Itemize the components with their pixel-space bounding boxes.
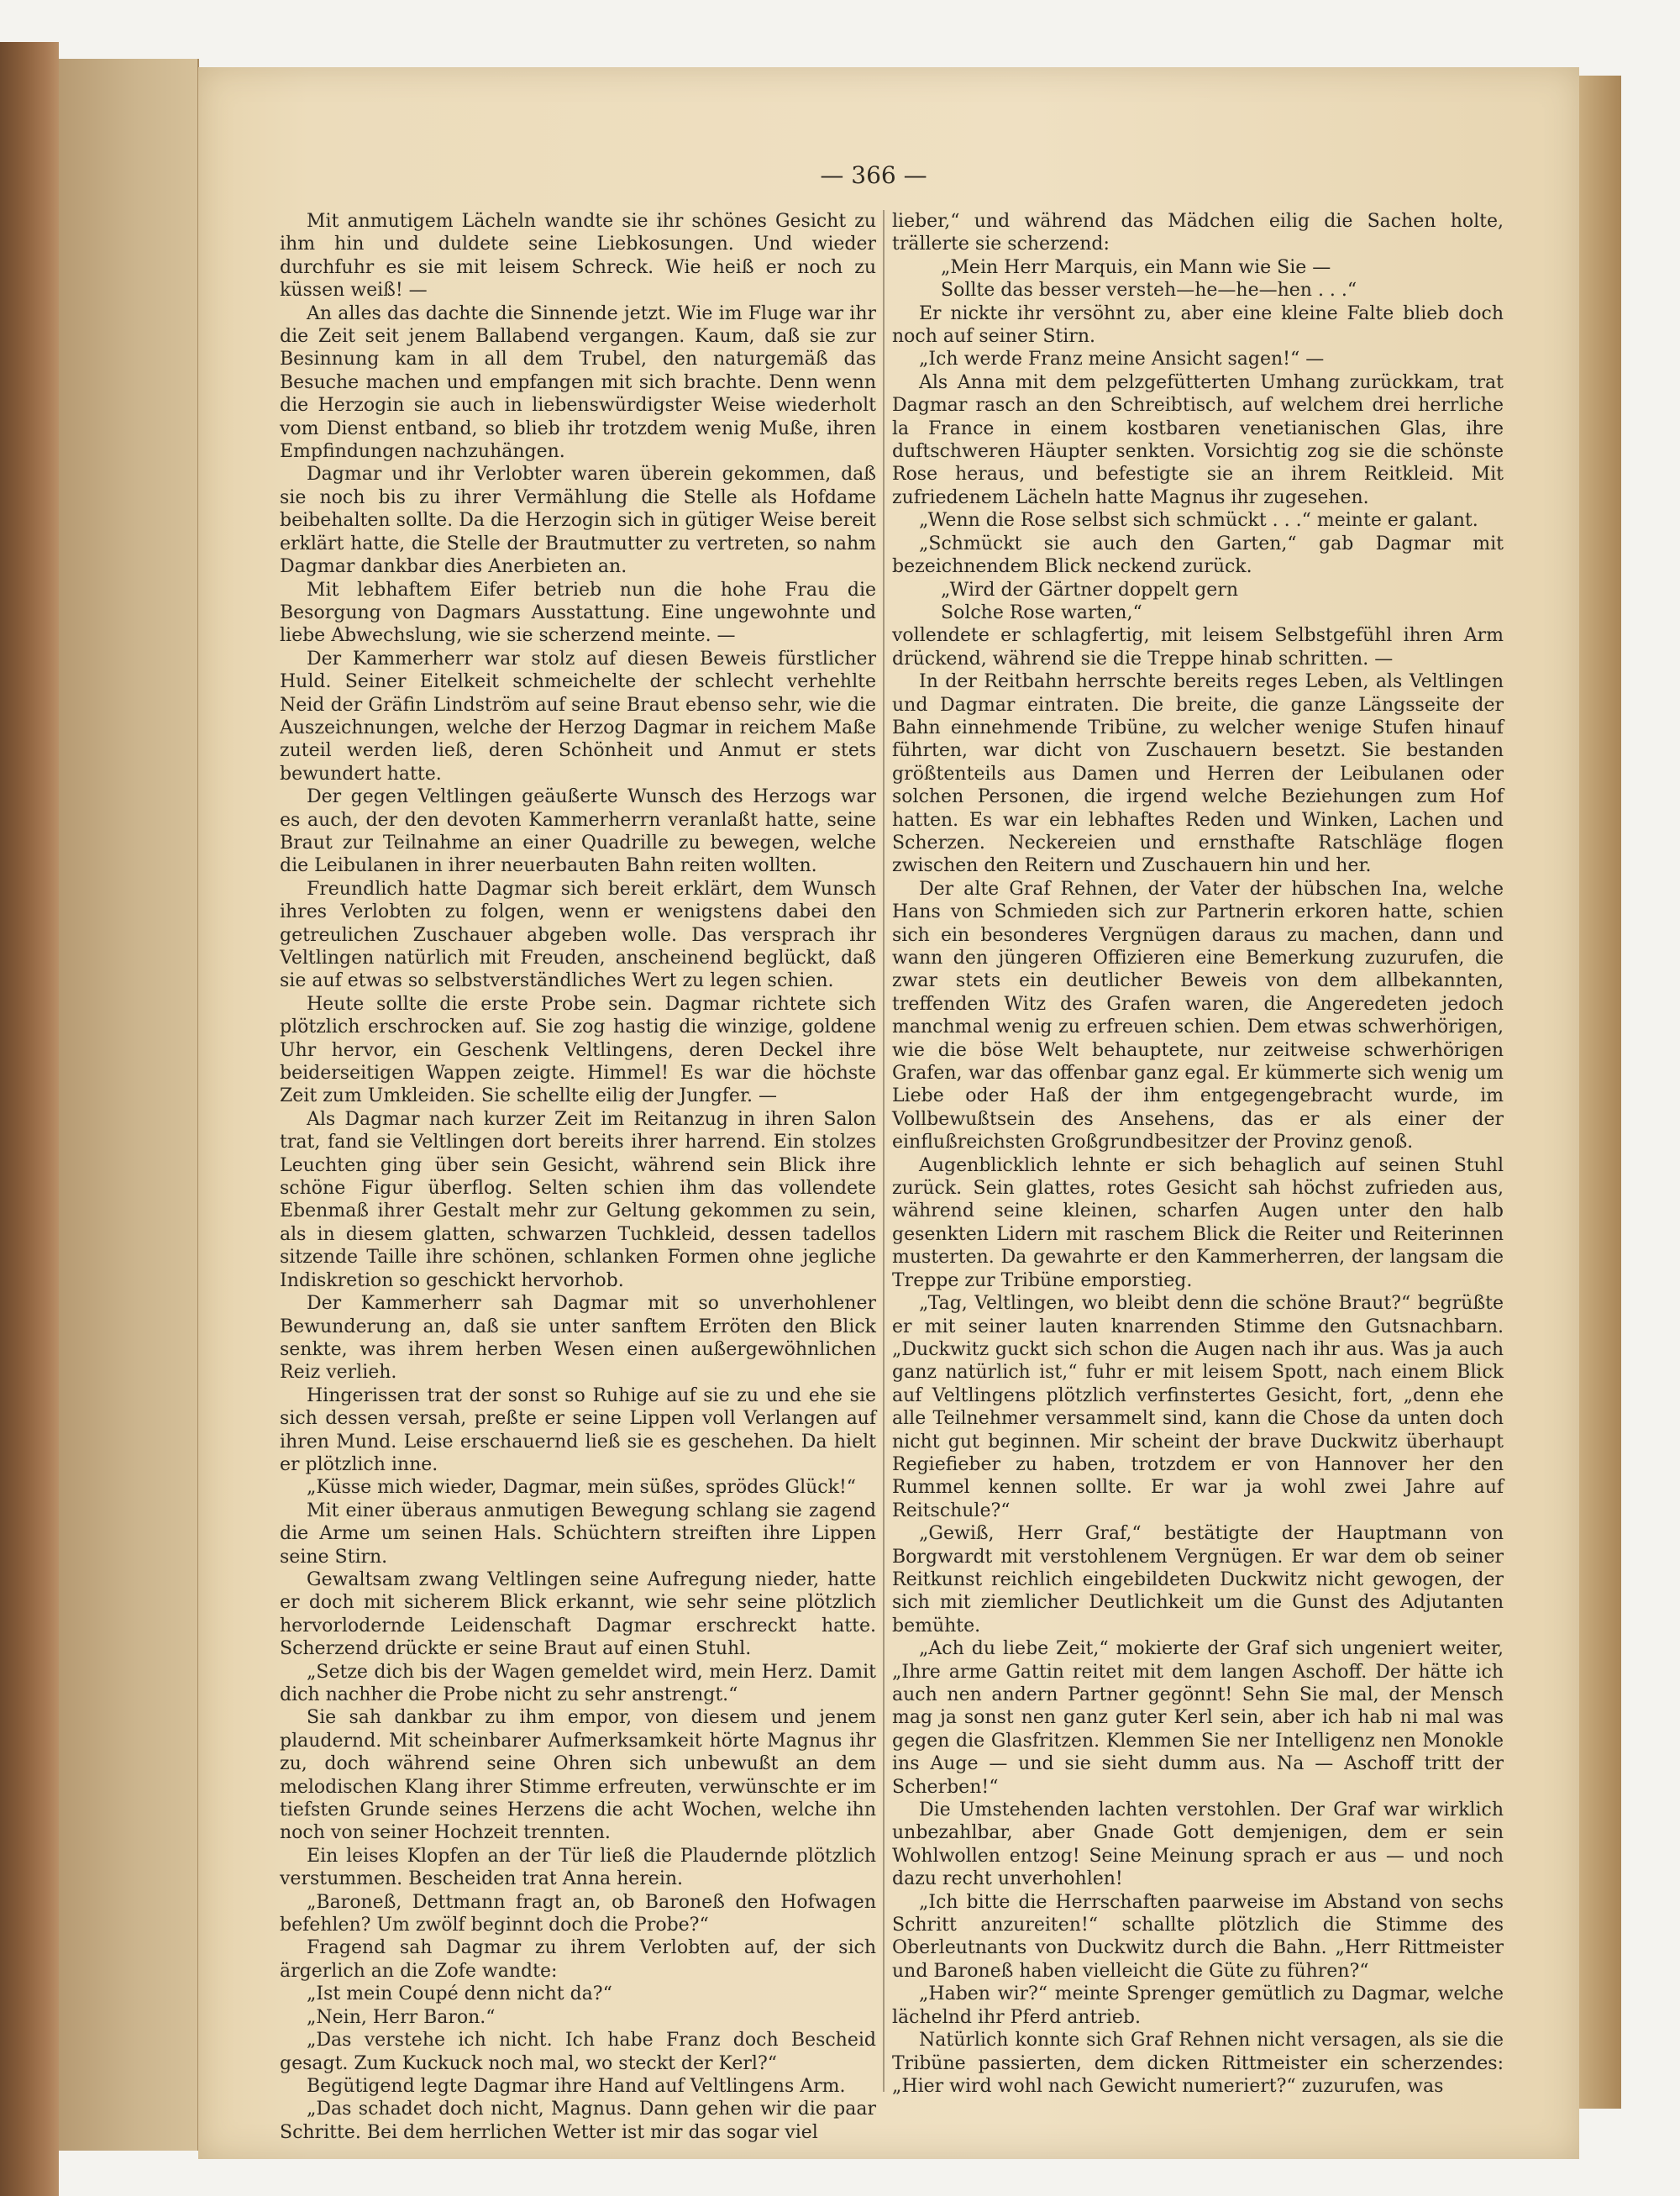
paragraph: „Ist mein Coupé denn nicht da?“	[307, 1983, 612, 2005]
paragraph: „Haben wir?“ meinte Sprenger gemütlich zu Dagmar, welche lächelnd ihr Pferd antrieb.	[892, 1983, 1504, 2028]
book-binding	[0, 42, 59, 2196]
verse-line: „Mein Herr Marquis, ein Mann wie Sie —	[941, 256, 1331, 278]
paragraph: Der Kammerherr war stolz auf diesen Beweis fürstlicher Huld. Seiner Eitelkeit schmeichelte der schlecht verhehlte Neid der Gräfin Lindström auf seine Braut ebenso sehr, wie die Auszeichnungen, welche der Herzog Dagmar in reichem Maße zuteil werden ließ, deren Schönheit und Anmut er stets bewundert hatte.	[280, 648, 876, 785]
paragraph: Der Kammerherr sah Dagmar mit so unverhohlener Bewunderung an, daß sie unter sanftem Erröten den Blick senkte, was ihrem herben Wesen einen außergewöhnlichen Reiz verlieh.	[280, 1293, 876, 1384]
paragraph: Als Anna mit dem pelzgefütterten Umhang zurückkam, trat Dagmar rasch an den Schreibtisch, auf welchem drei herrliche la France in einem kostbaren venetianischen Glas, ihre duftschweren Häupter senkten. Vorsichtig zog sie die schönste Rose heraus, und befestigte sie an ihrem Reitkleid. Mit zufriedenem Lächeln hatte Magnus ihr zugesehen.	[892, 371, 1504, 508]
paragraph: Als Dagmar nach kurzer Zeit im Reitanzug in ihren Salon trat, fand sie Veltlingen dort bereits ihrer harrend. Ein stolzes Leuchten ging über sein Gesicht, während sein Blick ihre schöne Figur überflog. Selten schien ihm das vollendete Ebenmaß ihrer Gestalt mehr zur Geltung gekommen zu sein, als in diesem glatten, schwarzen Tuchkleid, dessen tadellos sitzende Taille ihre schönen, schlanken Formen ohne jegliche Indiskretion so geschickt hervorhob.	[280, 1108, 876, 1291]
paragraph: „Das verstehe ich nicht. Ich habe Franz doch Bescheid gesagt. Zum Kuckuck noch mal, wo steckt der Kerl?“	[280, 2030, 876, 2074]
paragraph: Fragend sah Dagmar zu ihrem Verlobten auf, der sich ärgerlich an die Zofe wandte:	[280, 1937, 876, 1982]
paragraph: Freundlich hatte Dagmar sich bereit erklärt, dem Wunsch ihres Verlobten zu folgen, wenn er wenigstens dabei den getreulichen Zuschauer abgeben wolle. Das versprach ihr Veltlingen natürlich mit Freuden, anscheinend beglückt, daß sie auf etwas so selbstverständliches Wert zu legen schien.	[280, 878, 876, 992]
paragraph: Die Umstehenden lachten verstohlen. Der Graf war wirklich unbezahlbar, aber Gnade Gott demjenigen, dem er sein Wohlwollen entzog! Seine Meinung sprach er aus — und noch dazu recht unverhohlen!	[892, 1799, 1504, 1890]
verse-line: „Wird der Gärtner doppelt gern	[941, 579, 1238, 601]
verse-line: Solche Rose warten,“	[941, 602, 1142, 623]
page-number: — 366 —	[820, 161, 927, 189]
paragraph: Mit lebhaftem Eifer betrieb nun die hohe Frau die Besorgung von Dagmars Ausstattung. Eine ungewohnte und liebe Abwechslung, wie sie scherzend meinte. —	[280, 579, 876, 647]
paragraph: An alles das dachte die Sinnende jetzt. Wie im Fluge war ihr die Zeit seit jenem Ballabend vergangen. Kaum, daß sie zur Besinnung kam in all dem Trubel, den naturgemäß das Besuche machen und empfangen mit sich brachte. Denn wenn die Herzogin sie auch in liebenswürdigster Weise wiederholt vom Dienst entband, so blieb ihr trotzdem wenig Muße, ihren Empfindungen nachzuhängen.	[280, 302, 876, 463]
text-column-right	[892, 210, 1504, 2097]
text-column-left	[280, 210, 876, 2143]
paragraph: „Baroneß, Dettmann fragt an, ob Baroneß den Hofwagen befehlen? Um zwölf beginnt doch die Probe?“	[280, 1891, 876, 1936]
paragraph: In der Reitbahn herrschte bereits reges Leben, als Veltlingen und Dagmar eintraten. Die breite, die ganze Längsseite der Bahn einnehmende Tribüne, zu welcher wenige Stufen hinauf führten, war dicht von Zuschauern besetzt. Sie bestanden größtenteils aus Damen und Herren der Leibulanen oder solchen Personen, die irgend welche Beziehungen zum Hof hatten. Es war ein lebhaftes Reden und Winken, Lachen und Scherzen. Neckereien und ernsthafte Ratschläge flogen zwischen den Reitern und Zuschauern hin und her.	[892, 671, 1504, 877]
paragraph: „Das schadet doch nicht, Magnus. Dann gehen wir die paar Schritte. Bei dem herrlichen Wetter ist mir das sogar viel	[280, 2099, 876, 2143]
page-stack-edge	[1579, 76, 1621, 2109]
column-divider	[883, 210, 885, 2092]
paragraph: Natürlich konnte sich Graf Rehnen nicht versagen, als sie die Tribüne passierten, dem dicken Rittmeister ein scherzendes: „Hier wird wohl nach Gewicht numeriert?“ zuzurufen, was	[892, 2030, 1504, 2097]
paragraph: „Ich werde Franz meine Ansicht sagen!“ —	[919, 349, 1325, 370]
paragraph: Der alte Graf Rehnen, der Vater der hübschen Ina, welche Hans von Schmieden sich zur Partnerin erkoren hatte, schien sich ein besonderes Vergnügen daraus zu machen, dann und wann den jüngeren Offizieren eine Bemerkung zuzurufen, die zwar stets ein deutlicher Beweis von dem allbekannten, treffenden Witz des Grafen waren, die Angeredeten jedoch manchmal wenig zu erfreuen schien. Dem etwas schwerhörigen, wie die böse Welt behauptete, nur zeitweise schwerhörigen Grafen, war das offenbar ganz egal. Er kümmerte sich wenig um Liebe oder Haß der ihm entgegengebracht wurde, im Vollbewußtsein des Ansehens, das er als einer der einflußreichsten Großgrundbesitzer der Provinz genoß.	[892, 878, 1504, 1153]
paragraph: „Gewiß, Herr Graf,“ bestätigte der Hauptmann von Borgwardt mit verstohlenem Vergnügen. Er war dem ob seiner Reitkunst reichlich eingebildeten Duckwitz nicht gewogen, der sich mit ziemlicher Deutlichkeit um die Gunst des Adjutanten bemühte.	[892, 1523, 1504, 1636]
paragraph: Hingerissen trat der sonst so Ruhige auf sie zu und ehe sie sich dessen versah, preßte er seine Lippen voll Verlangen auf ihren Mund. Leise erschauernd ließ sie es geschehen. Da hielt er plötzlich inne.	[280, 1384, 876, 1475]
paragraph: Gewaltsam zwang Veltlingen seine Aufregung nieder, hatte er doch mit sicherem Blick erkannt, wie sehr seine plötzlich hervorlodernde Leidenschaft Dagmar erschreckt hatte. Scherzend drückte er seine Braut auf einen Stuhl.	[280, 1568, 876, 1660]
paragraph: Mit anmutigem Lächeln wandte sie ihr schönes Gesicht zu ihm hin und duldete seine Liebkosungen. Und wieder durchfuhr es sie mit leisem Schreck. Wie heiß er noch zu küssen weiß! —	[280, 211, 876, 302]
paragraph: „Nein, Herr Baron.“	[307, 2006, 496, 2028]
paragraph: Augenblicklich lehnte er sich behaglich auf seinen Stuhl zurück. Sein glattes, rotes Gesicht sah höchst zufrieden aus, während seine kleinen, scharfen Augen unter den halb gesenkten Lidern mit raschem Blick die Reiter und Reiterinnen musterten. Da gewahrte er den Kammerherren, der langsam die Treppe zur Tribüne emporstieg.	[892, 1154, 1504, 1291]
paragraph: Dagmar und ihr Verlobter waren überein gekommen, daß sie noch bis zu ihrer Vermählung die Stelle als Hofdame beibehalten sollte. Da die Herzogin sich in gütiger Weise bereit erklärt hatte, die Stelle der Brautmutter zu vertreten, so nahm Dagmar dankbar dies Anerbieten an.	[280, 464, 876, 578]
paragraph: Begütigend legte Dagmar ihre Hand auf Veltlingens Arm.	[307, 2075, 846, 2097]
paragraph: Ein leises Klopfen an der Tür ließ die Plaudernde plötzlich verstummen. Bescheiden trat Anna herein.	[280, 1845, 876, 1890]
paragraph: vollendete er schlagfertig, mit leisem Selbstgefühl ihren Arm drückend, während sie die Treppe hinab schritten. —	[892, 625, 1504, 670]
paragraph: „Ich bitte die Herrschaften paarweise im Abstand von sechs Schritt anzureiten!“ schallte plötzlich die Stimme des Oberleutnants von Duckwitz durch die Bahn. „Herr Rittmeister und Baroneß haben vielleicht die Güte zu führen?“	[892, 1891, 1504, 1982]
paragraph: „Küsse mich wieder, Dagmar, mein süßes, sprödes Glück!“	[307, 1477, 857, 1499]
paragraph: „Schmückt sie auch den Garten,“ gab Dagmar mit bezeichnendem Blick neckend zurück.	[892, 533, 1504, 578]
previous-page-edge	[59, 59, 199, 2151]
paragraph: „Tag, Veltlingen, wo bleibt denn die schöne Braut?“ begrüßte er mit seiner lauten knarrenden Stimme den Gutsnachbarn. „Duckwitz guckt sich schon die Augen nach ihr aus. Was ja auch ganz natürlich ist,“ fuhr er mit leisem Spott, nach einem Blick auf Veltlingens plötzlich verfinstertes Gesicht, fort, „denn ehe alle Teilnehmer versammelt sind, kann die Chose da unten doch nicht gut beginnen. Mir scheint der brave Duckwitz überhaupt Regiefieber zu haben, trotzdem er von Hannover her den Rummel kennen sollte. Er war ja wohl zwei Jahre auf Reitschule?“	[892, 1293, 1504, 1521]
paragraph: Mit einer überaus anmutigen Bewegung schlang sie zagend die Arme um seinen Hals. Schüchtern streiften ihre Lippen seine Stirn.	[280, 1500, 876, 1568]
paragraph: „Setze dich bis der Wagen gemeldet wird, mein Herz. Damit dich nachher die Probe nicht zu sehr anstrengt.“	[280, 1661, 876, 1705]
paragraph: Heute sollte die erste Probe sein. Dagmar richtete sich plötzlich erschrocken auf. Sie zog hastig die winzige, goldene Uhr hervor, ein Geschenk Veltlingens, deren Deckel ihre beiderseitigen Wappen zeigte. Himmel! Es war die höchste Zeit zum Umkleiden. Sie schellte eilig der Jungfer. —	[280, 993, 876, 1107]
paragraph: Er nickte ihr versöhnt zu, aber eine kleine Falte blieb doch noch auf seiner Stirn.	[892, 302, 1504, 348]
paragraph: Der gegen Veltlingen geäußerte Wunsch des Herzogs war es auch, der den devoten Kammerherrn veranlaßt hatte, seine Braut zur Teilnahme an einer Quadrille zu bewegen, welche die Leibulanen in ihrer neuerbauten Bahn reiten wollten.	[280, 786, 876, 877]
paragraph: lieber,“ und während das Mädchen eilig die Sachen holte, trällerte sie scherzend:	[892, 211, 1504, 255]
verse-line: Sollte das besser versteh—he—he—hen . . .“	[941, 280, 1357, 302]
paragraph: Sie sah dankbar zu ihm empor, von diesem und jenem plaudernd. Mit scheinbarer Aufmerksamkeit hörte Magnus ihr zu, doch während seine Ohren sich unbewußt an dem melodischen Klang ihrer Stimme erfreuten, verwünschte er im tiefsten Grunde seines Herzens die acht Wochen, welche ihn noch von seiner Hochzeit trennten.	[280, 1707, 876, 1844]
paragraph: „Ach du liebe Zeit,“ mokierte der Graf sich ungeniert weiter, „Ihre arme Gattin reitet mit dem langen Aschoff. Der hätte ich auch nen andern Partner gegönnt! Sehn Sie mal, der Mensch mag ja sonst nen ganz guter Kerl sein, aber ich hab ni mal was gegen die Glasfritzen. Klemmen Sie ner Intelligenz nen Monokle ins Auge — und sie sieht dumm aus. Na — Aschoff tritt der Scherben!“	[892, 1638, 1504, 1798]
paragraph: „Wenn die Rose selbst sich schmückt . . .“ meinte er galant.	[919, 510, 1478, 532]
